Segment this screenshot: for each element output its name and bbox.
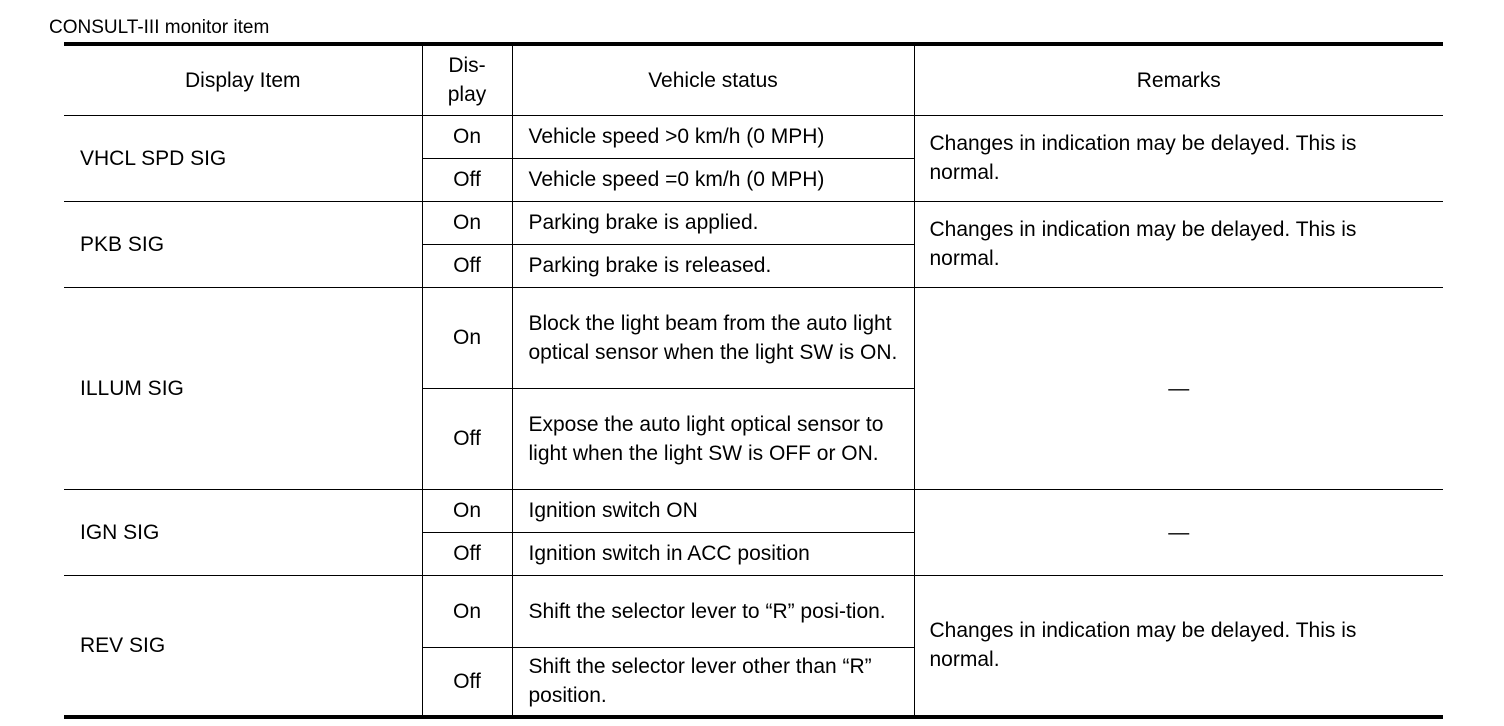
vehicle-status-cell: Vehicle speed =0 km/h (0 MPH) (512, 158, 914, 201)
display-item-cell: IGN SIG (64, 489, 422, 575)
header-display-line2: play (447, 83, 487, 107)
table-row (64, 575, 1443, 647)
display-value-cell: On (422, 489, 512, 532)
remarks-cell: Changes in indication may be delayed. This is normal. (914, 575, 1443, 717)
header-row (64, 44, 1443, 115)
header-display (422, 44, 512, 115)
table-row (64, 201, 1443, 244)
table-row (64, 489, 1443, 532)
display-item-cell: VHCL SPD SIG (64, 115, 422, 201)
header-remarks: Remarks (914, 44, 1443, 115)
display-value-cell: Off (422, 532, 512, 575)
display-item-cell: REV SIG (64, 575, 422, 717)
display-value-cell: Off (422, 244, 512, 287)
table-row (64, 115, 1443, 158)
vehicle-status-cell: Vehicle speed >0 km/h (0 MPH) (512, 115, 914, 158)
table-row (64, 287, 1443, 388)
header-display-item: Display Item (64, 44, 422, 115)
display-value-cell: Off (422, 388, 512, 489)
vehicle-status-cell: Parking brake is released. (512, 244, 914, 287)
display-value-cell: On (422, 287, 512, 388)
monitor-item-table (64, 42, 1443, 719)
remarks-cell: Changes in indication may be delayed. This is normal. (914, 115, 1443, 201)
display-item-cell: PKB SIG (64, 201, 422, 287)
header-display-line1: Dis- (448, 54, 486, 78)
vehicle-status-cell: Expose the auto light optical sensor to light when the light SW is OFF or ON. (512, 388, 914, 489)
display-value-cell: Off (422, 158, 512, 201)
display-value-cell: On (422, 115, 512, 158)
display-value-cell: Off (422, 647, 512, 717)
remarks-cell: Changes in indication may be delayed. This is normal. (914, 201, 1443, 287)
vehicle-status-cell: Ignition switch in ACC position (512, 532, 914, 575)
table-caption: CONSULT-III monitor item (49, 17, 270, 38)
remarks-cell: — (914, 489, 1443, 575)
display-item-cell: ILLUM SIG (64, 287, 422, 489)
vehicle-status-cell: Block the light beam from the auto light optical sensor when the light SW is ON. (512, 287, 914, 388)
display-value-cell: On (422, 201, 512, 244)
vehicle-status-cell: Ignition switch ON (512, 489, 914, 532)
remarks-cell: — (914, 287, 1443, 489)
vehicle-status-cell: Shift the selector lever other than “R” position. (512, 647, 914, 717)
vehicle-status-cell: Shift the selector lever to “R” posi-tion. (512, 575, 914, 647)
header-vehicle-status: Vehicle status (512, 44, 914, 115)
display-value-cell: On (422, 575, 512, 647)
vehicle-status-cell: Parking brake is applied. (512, 201, 914, 244)
